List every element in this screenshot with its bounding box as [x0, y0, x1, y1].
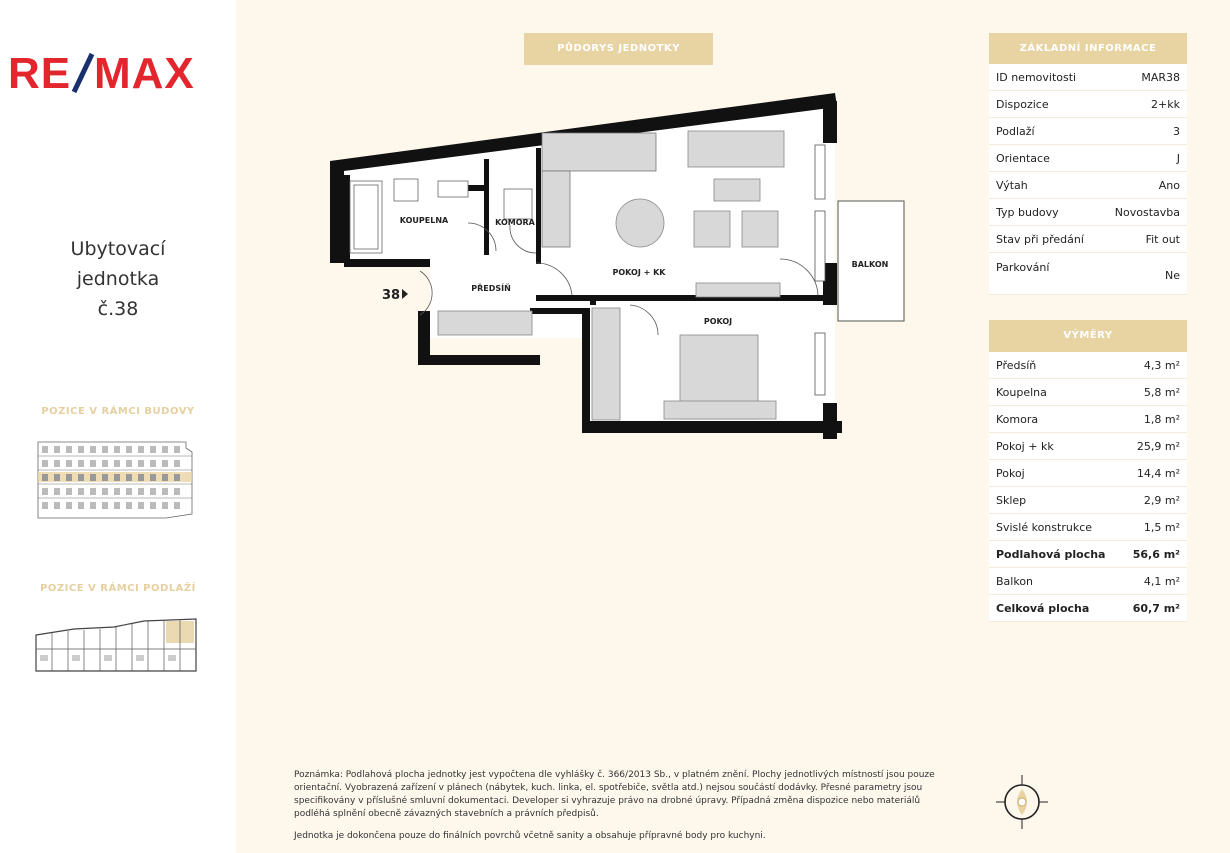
- floor-plan-thumbnail: [34, 615, 198, 675]
- armchair-left: [694, 211, 730, 247]
- building-position-caption: POZICE V RÁMCI BUDOVY: [41, 406, 195, 417]
- row-label: Celková plocha: [996, 601, 1090, 615]
- row-value: 1,5 m²: [1143, 520, 1180, 534]
- row-value: MAR38: [1141, 70, 1180, 84]
- row-value: 14,4 m²: [1136, 466, 1180, 480]
- row-label: Podlahová plocha: [996, 547, 1106, 561]
- row-label: Pokoj + kk: [996, 439, 1054, 453]
- row-label: Svislé konstrukce: [996, 520, 1093, 534]
- table-row: [989, 352, 1187, 379]
- unit-marker-number: 38: [382, 288, 401, 303]
- floor-position-caption: POZICE V RÁMCI PODLAŽÍ: [40, 583, 196, 594]
- room-label-koupelna: KOUPELNA: [399, 216, 449, 225]
- table-row: [989, 460, 1187, 487]
- floor-plan-header: PŮDORYS JEDNOTKY: [524, 33, 713, 65]
- basic-info-table: [989, 64, 1187, 295]
- row-label: Dispozice: [996, 97, 1049, 111]
- row-label: Typ budovy: [996, 205, 1059, 219]
- table-row: [989, 514, 1187, 541]
- note-paragraph-1: Poznámka: Podlahová plocha jednotky jest vypočtena dle vyhlášky č. 366/2013 Sb., v platném znění. Plochy jednotlivých místností jsou pouze orientační. Vyobrazená zařízení v plánech (nábytek, kuch. linka, el. spotřebiče, světla atd.) nejsou součástí dodávky. Přesné parametry jsou specifikovány v příslušné smluvní dokumentaci. Developer si vyhrazuje právo na drobné úpravy. Případná změna dispozice nebo materiálů podléhá splnění obecně závazných stavebních a právních předpisů.: [294, 770, 935, 819]
- compass-icon: [996, 775, 1048, 829]
- table-row: [989, 91, 1187, 118]
- bed-base: [664, 401, 776, 419]
- row-label: Výtah: [996, 178, 1028, 192]
- unit-title-line1: Ubytovací: [70, 238, 166, 260]
- row-label: Stav při předání: [996, 232, 1084, 246]
- room-label-balkon: BALKON: [851, 260, 889, 269]
- room-label-pokoj-kk: POKOJ + KK: [612, 268, 666, 277]
- areas-table: [989, 352, 1187, 622]
- row-value: 5,8 m²: [1143, 385, 1180, 399]
- coffee-table: [714, 179, 760, 201]
- room-label-komora: KOMORA: [495, 218, 535, 227]
- table-row: [989, 118, 1187, 145]
- row-value: 60,7 m²: [1132, 601, 1180, 615]
- remax-logo: [8, 52, 198, 94]
- row-label: ID nemovitosti: [996, 70, 1077, 84]
- note-block: [294, 769, 954, 852]
- table-row: [989, 379, 1187, 406]
- toilet: [394, 179, 418, 201]
- row-value: Fit out: [1145, 232, 1180, 246]
- washbasin: [438, 181, 468, 197]
- row-value: 2+kk: [1151, 97, 1180, 111]
- row-value: 25,9 m²: [1136, 439, 1180, 453]
- row-label: Sklep: [996, 493, 1027, 507]
- table-row: [989, 568, 1187, 595]
- row-label: Orientace: [996, 151, 1050, 165]
- room-label-predsin: PŘEDSÍŇ: [471, 284, 511, 293]
- row-value: 3: [1173, 124, 1180, 138]
- row-value: J: [1176, 151, 1180, 165]
- armchair-right: [742, 211, 778, 247]
- left-panel: [0, 0, 236, 853]
- tv-stand: [696, 283, 780, 297]
- row-value: 4,1 m²: [1143, 574, 1180, 588]
- table-row: [989, 172, 1187, 199]
- row-label: Pokoj: [996, 466, 1025, 480]
- table-row: [989, 487, 1187, 514]
- wardrobe-bedroom: [592, 308, 620, 420]
- row-value: 56,6 m²: [1132, 547, 1180, 561]
- row-label: Komora: [996, 412, 1039, 426]
- svg-text:MAX: MAX: [94, 52, 195, 94]
- unit-title-line2: jednotka: [76, 268, 160, 290]
- table-row: [989, 145, 1187, 172]
- svg-text:RE: RE: [8, 52, 72, 94]
- row-label: Podlaží: [996, 124, 1035, 138]
- table-row: [989, 199, 1187, 226]
- table-row: [989, 406, 1187, 433]
- table-row: [989, 433, 1187, 460]
- areas-header: VÝMĚRY: [989, 320, 1187, 352]
- wardrobe-hall: [438, 311, 532, 335]
- row-value: 2,9 m²: [1143, 493, 1180, 507]
- basic-info-header: ZÁKLADNÍ INFORMACE: [989, 33, 1187, 64]
- dining-table: [616, 199, 664, 247]
- row-label: Parkování: [996, 261, 1050, 274]
- row-value: 4,3 m²: [1143, 358, 1180, 372]
- washing-machine: [504, 189, 532, 219]
- table-row-total: [989, 595, 1187, 622]
- sofa: [688, 131, 784, 167]
- unit-title-line3: č.38: [97, 298, 139, 320]
- table-row-total: [989, 541, 1187, 568]
- table-row: [989, 226, 1187, 253]
- row-value: Ne: [1165, 269, 1180, 282]
- row-label: Předsíň: [996, 358, 1037, 372]
- table-row: [989, 253, 1187, 295]
- unit-title: [0, 234, 236, 324]
- row-value: 1,8 m²: [1143, 412, 1180, 426]
- room-label-pokoj: POKOJ: [703, 317, 733, 326]
- table-row: [989, 64, 1187, 91]
- unit-marker-arrow: [402, 289, 408, 299]
- row-label: Balkon: [996, 574, 1034, 588]
- row-value: Ano: [1158, 178, 1180, 192]
- building-elevation-thumbnail: [36, 440, 196, 520]
- floor-plan: [330, 93, 910, 443]
- row-value: Novostavba: [1114, 205, 1180, 219]
- note-paragraph-2: Jednotka je dokončena pouze do finálních povrchů včetně sanity a obsahuje přípravné body pro kuchyni.: [294, 831, 766, 841]
- row-label: Koupelna: [996, 385, 1047, 399]
